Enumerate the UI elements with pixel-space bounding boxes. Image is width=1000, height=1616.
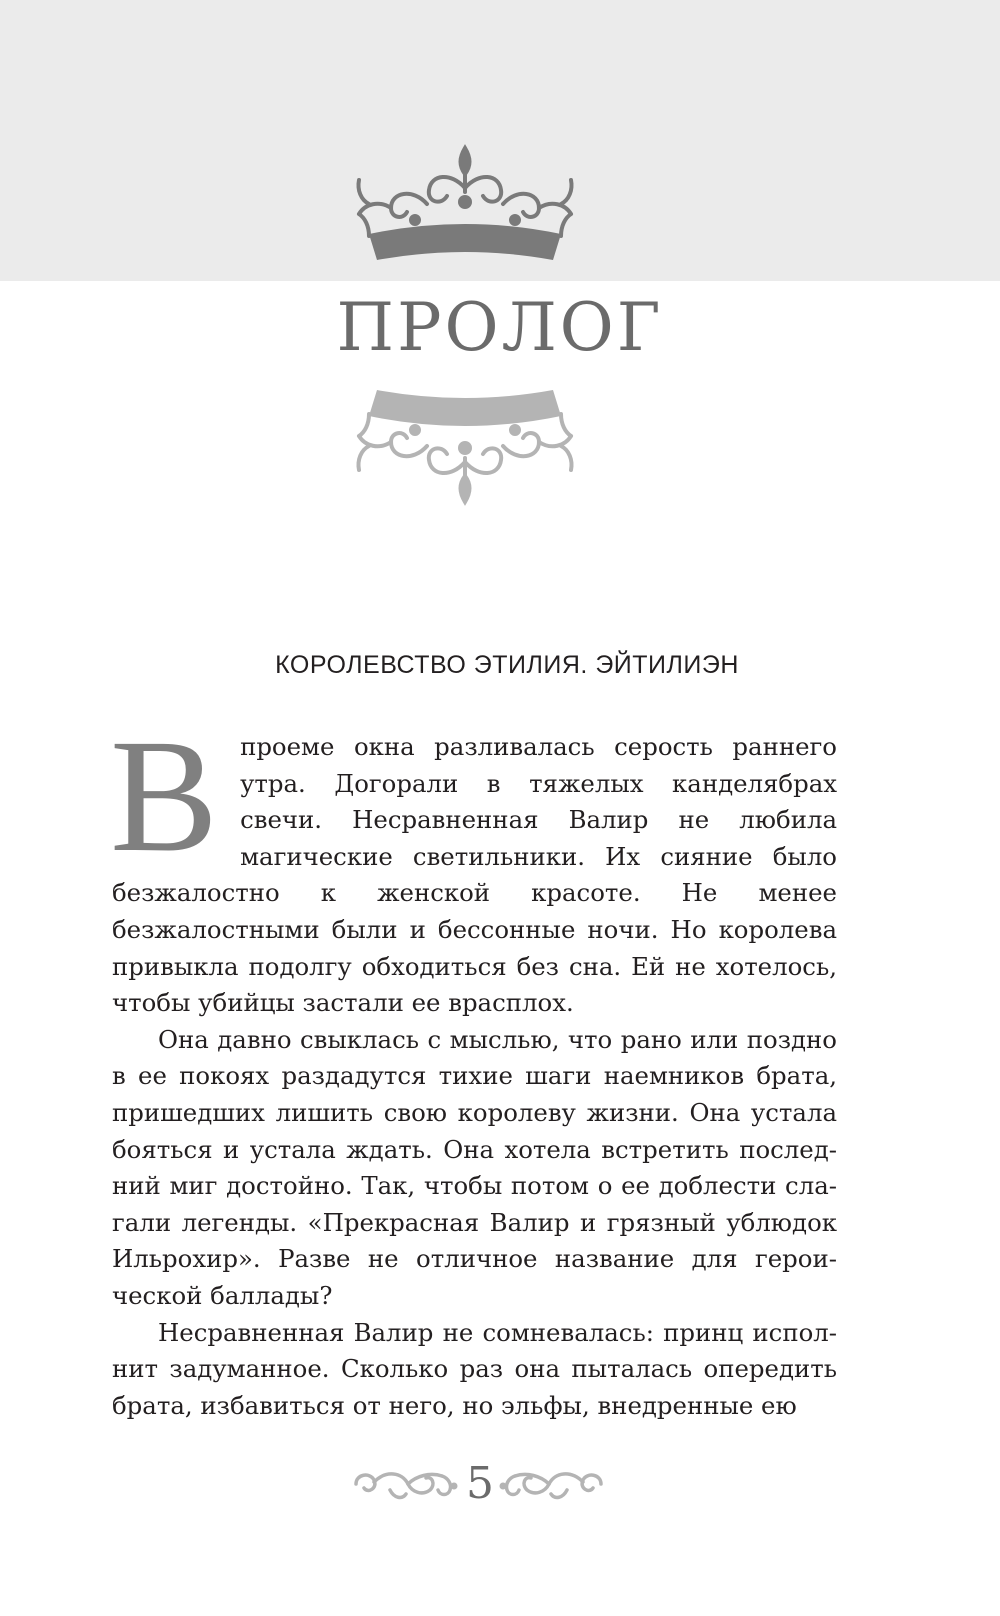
crown-ornament-inverted-icon bbox=[355, 388, 575, 506]
page-number: 5 bbox=[466, 1458, 494, 1509]
paragraph: Несравненная Валир не сомневалась: принц исполнит задуманное. Сколько раз она пыталась опередить брата, избавиться от него, но эльфы, внедренные ею bbox=[112, 1317, 837, 1420]
paragraph: Она давно свыклась с мыслью, что рано или поздно в ее покоях раздадутся тихие шаги наемников брата, пришедших лишить свою королеву жизни. Она устала бояться и устала ждать. Она хотела встретить последний миг достойно. Так, чтобы потом о ее доблести слагали легенды. «Прекрасная Валир и грязный ублюдок Ильрохир». Разве не отличное название для героической баллады? bbox=[112, 1024, 837, 1310]
chapter-title: ПРОЛОГ bbox=[336, 289, 664, 366]
paragraph bbox=[110, 707, 837, 1022]
body-text bbox=[110, 707, 837, 1424]
swirl-ornament-icon bbox=[497, 1466, 607, 1504]
drop-cap: В bbox=[110, 707, 219, 886]
crown-ornament-icon bbox=[355, 144, 575, 262]
page-footer bbox=[0, 1452, 1000, 1516]
chapter-location: КОРОЛЕВСТВО ЭТИЛИЯ. ЭЙТИЛИЭН bbox=[275, 651, 739, 679]
paragraph-text: проеме окна разливалась серость раннего утра. Догорали в тяжелых канделябрах свечи. Несравненная Валир не любила магические светильники. Их сияние было безжалостно к женской красоте. Не менее безжалостными были и бессонные ночи. Но королева привыкла подолгу обходиться без сна. Ей не хотелось, чтобы убийцы застали ее врасплох. bbox=[112, 732, 837, 1018]
